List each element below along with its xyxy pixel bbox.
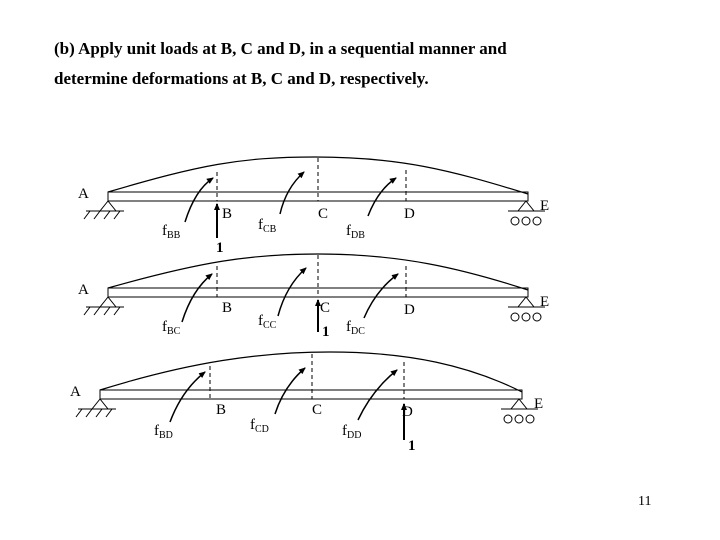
heading-line-2: determine deformations at B, C and D, respectively. xyxy=(54,69,429,88)
label-a: A xyxy=(78,282,89,298)
flex-arrow-c xyxy=(278,268,306,316)
roller-support-e xyxy=(501,399,538,423)
beam xyxy=(100,390,522,399)
flex-arrow-b xyxy=(182,274,212,322)
unit-load-label: 1 xyxy=(216,240,224,256)
unit-load-label: 1 xyxy=(408,438,416,454)
label-e: E xyxy=(540,198,550,214)
label-d: D xyxy=(402,404,413,420)
flex-label-dd: $f_{DD}$ xyxy=(342,423,362,441)
flex-label-cd: $f_{CD}$ xyxy=(250,417,269,435)
pin-support-a xyxy=(84,297,124,315)
page-number: 11 xyxy=(638,494,652,509)
label-b: B xyxy=(216,402,227,418)
flex-label-bd: $f_{BD}$ xyxy=(154,423,173,441)
flex-arrow-c xyxy=(275,368,305,414)
panel-load-at-c xyxy=(78,254,549,340)
pin-support-a xyxy=(76,399,116,417)
label-a: A xyxy=(70,384,81,400)
flex-label-cc: $f_{CC}$ xyxy=(258,313,277,331)
flex-arrow-d xyxy=(368,178,396,216)
flex-label-dc: $f_{DC}$ xyxy=(346,319,365,337)
flex-label-cb: $f_{CB}$ xyxy=(258,217,277,235)
panel-load-at-b xyxy=(78,157,549,256)
label-d: D xyxy=(404,302,415,318)
flex-label-bc: $f_{BC}$ xyxy=(162,319,181,337)
flex-arrow-b xyxy=(185,178,213,222)
flex-label-db: $f_{DB}$ xyxy=(346,223,365,241)
flex-arrow-d xyxy=(364,274,398,318)
label-b: B xyxy=(222,300,233,316)
label-e: E xyxy=(540,294,550,310)
pin-support-a xyxy=(84,201,124,219)
flex-arrow-d xyxy=(358,370,397,420)
label-c: C xyxy=(320,300,331,316)
panel-load-at-d xyxy=(70,352,543,454)
flex-arrow-c xyxy=(280,172,304,214)
flex-arrow-b xyxy=(170,372,205,422)
label-a: A xyxy=(78,186,89,202)
unit-load-label: 1 xyxy=(322,324,330,340)
label-e: E xyxy=(534,396,544,412)
deflected-shape xyxy=(100,352,522,392)
label-b: B xyxy=(222,206,233,222)
label-d: D xyxy=(404,206,415,222)
label-c: C xyxy=(312,402,323,418)
flex-label-bb: $f_{BB}$ xyxy=(162,223,181,241)
label-c: C xyxy=(318,206,329,222)
heading-line-1: (b) Apply unit loads at B, C and D, in a sequential manner and xyxy=(54,39,507,58)
